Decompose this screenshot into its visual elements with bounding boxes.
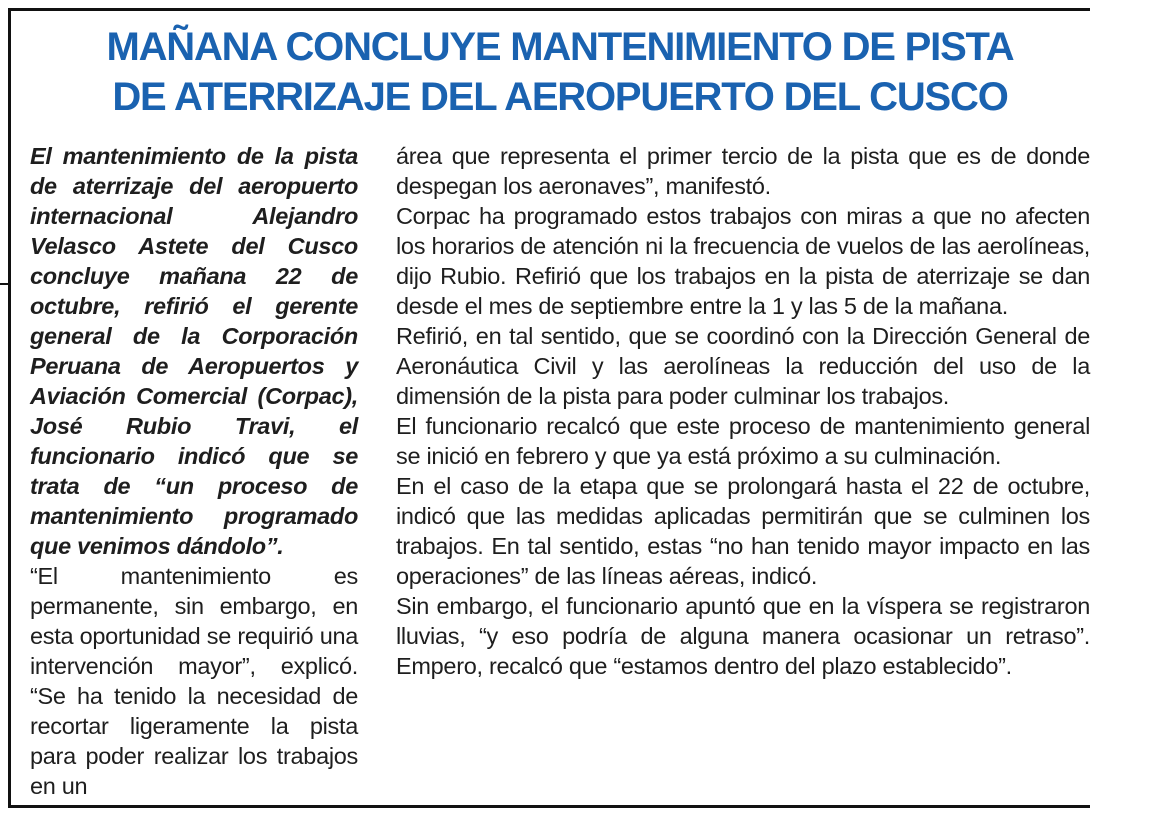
headline-line-2: DE ATERRIZAJE DEL AEROPUERTO DEL CUSCO [112,75,1008,119]
article-paragraph: Refirió, en tal sentido, que se coordinó con la Dirección General de Aeronáutica Civil y las aerolíneas la reducción del uso de la dimensión de la pista para poder culminar los trabajos. [396,323,1090,409]
article-paragraph: El funcionario recalcó que este proceso de mantenimiento general se inició en febrero y que ya está próximo a su culminación. [396,413,1090,469]
article-column-left [30,141,358,801]
article-headline [20,22,1100,122]
article-paragraph: En el caso de la etapa que se prolongará hasta el 22 de octubre, indicó que las medidas aplicadas permitirán que se culminen los trabajos. En tal sentido, estas “no han tenido mayor impacto en las operaciones” de las líneas aéreas, indicó. [396,473,1090,589]
article-lead-paragraph: El mantenimiento de la pista de aterrizaje del aeropuerto internacional Alejandro Velasco Astete del Cusco concluye mañana 22 de octubre, refirió el gerente general de la Corporación Peruana de Aeropuertos y Aviación Comercial (Corpac), José Rubio Travi, el funcionario indicó que se trata de “un proceso de mantenimiento programado que venimos dándolo”. [30,143,358,559]
article-paragraph: Corpac ha programado estos trabajos con miras a que no afecten los horarios de atención ni la frecuencia de vuelos de las aerolíneas, dijo Rubio. Refirió que los trabajos en la pista de aterrizaje se dan desde el mes de septiembre entre la 1 y las 5 de la mañana. [396,203,1090,319]
headline-line-1: MAÑANA CONCLUYE MANTENIMIENTO DE PISTA [106,25,1014,69]
column-tick-mark [0,283,10,285]
article-paragraph: Sin embargo, el funcionario apuntó que en la víspera se registraron lluvias, “y eso podría de alguna manera ocasionar un retraso”. Empero, recalcó que “estamos dentro del plazo establecido”. [396,593,1090,679]
article-paragraph: “El mantenimiento es permanente, sin embargo, en esta oportunidad se requirió una intervención mayor”, explicó. “Se ha tenido la necesidad de recortar ligeramente la pista para poder realizar los trabajos en un [30,563,358,799]
frame-left-rule [8,8,11,808]
frame-top-rule [8,8,1090,11]
article-paragraph: área que representa el primer tercio de la pista que es de donde despegan los aeronaves”, manifestó. [396,143,1090,199]
frame-bottom-rule [8,805,1090,808]
article-column-right [396,141,1090,681]
